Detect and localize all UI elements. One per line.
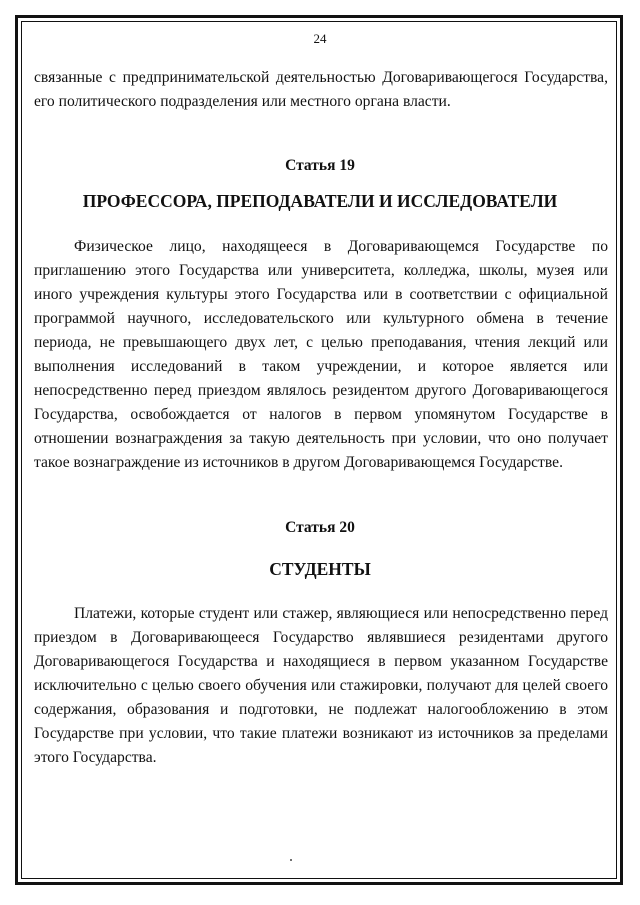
article-19-title: ПРОФЕССОРА, ПРЕПОДАВАТЕЛИ И ИССЛЕДОВАТЕЛИ — [82, 191, 558, 211]
article-19-body: Физическое лицо, находящееся в Договаривающемся Государстве по приглашению этого Государства или университета, колледжа, школы, музея или иного учреждения культуры этого Государства или в соответствии с официальной программой научного, исследовательского или культурного обмена в течение периода, не превышающего двух лет, с целью преподавания, чтения лекций или выполнения исследований в таком учреждении, и которое является или непосредственно перед приездом являлось резидентом другого Договаривающегося Государства, освобождается от налогов в первом упомянутом Государстве в отношении вознаграждения за такую деятельность при условии, что оно получает такое вознаграждение из источников в другом Договаривающемся Государстве. — [34, 238, 608, 471]
article-19-number: Статья 19 — [285, 157, 355, 174]
continuation-paragraph: связанные с предпринимательской деятельностью Договаривающегося Государства, его политического подразделения или местного органа власти. — [34, 69, 608, 110]
article-20-title: СТУДЕНТЫ — [269, 559, 371, 579]
article-20-number: Статья 20 — [285, 519, 355, 536]
page-number: 24 — [313, 31, 327, 46]
scan-speck — [290, 859, 292, 861]
article-20-body: Платежи, которые студент или стажер, являющиеся или непосредственно перед приездом в Договаривающееся Государство являвшиеся резидентами другого Договаривающегося Государства и находящиеся в первом указанном Государстве исключительно с целью своего обучения или стажировки, получают для целей своего содержания, образования и подготовки, не подлежат налогообложению в этом Государстве при условии, что такие платежи возникают из источников за пределами этого Государства. — [34, 605, 608, 766]
